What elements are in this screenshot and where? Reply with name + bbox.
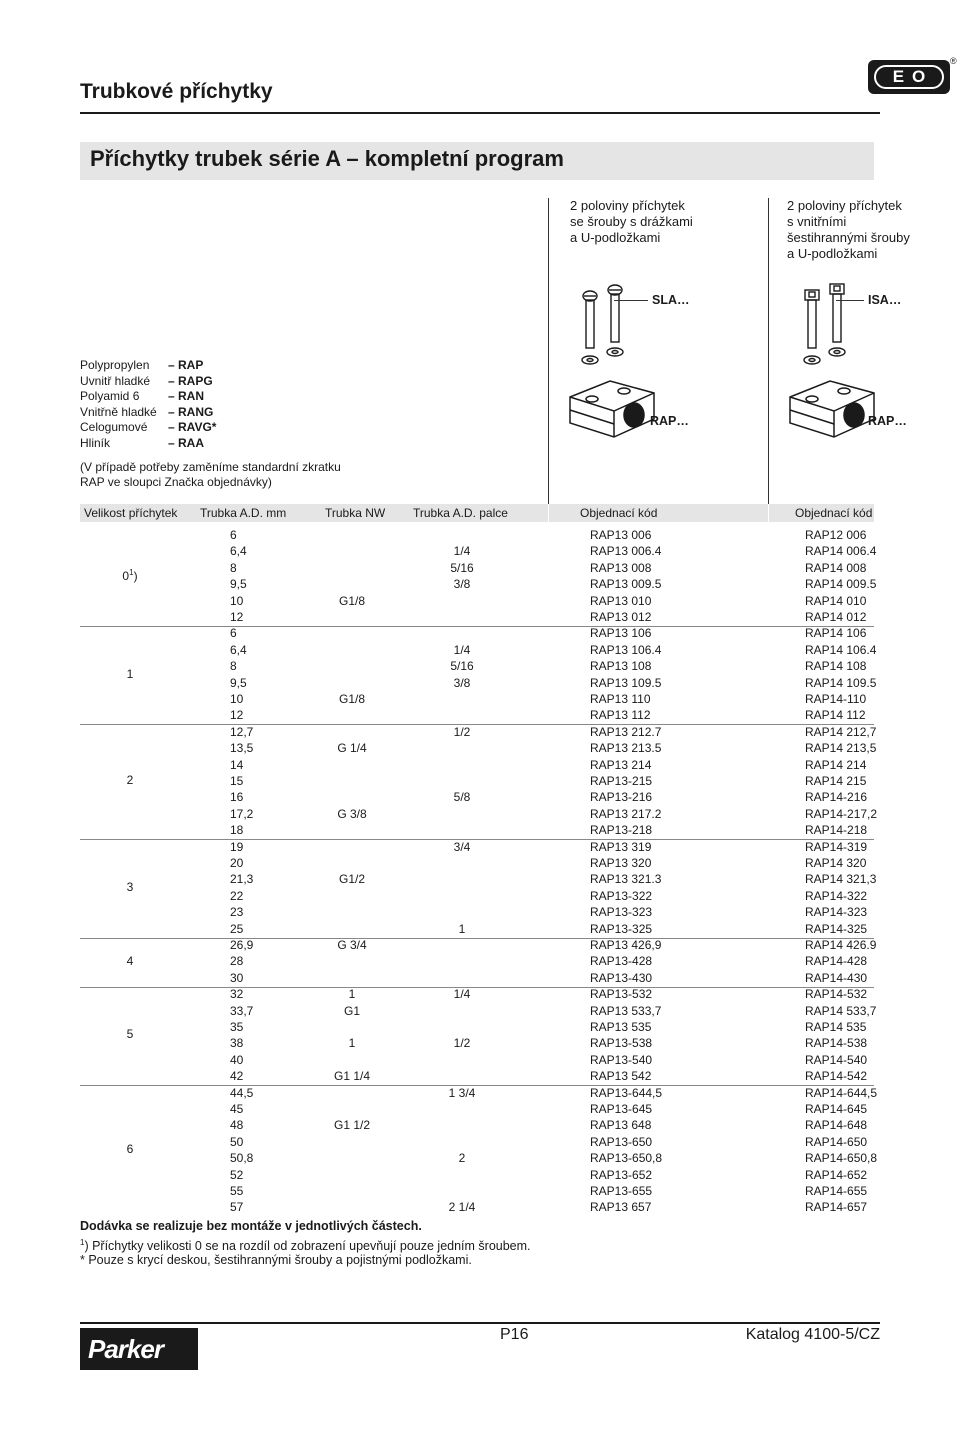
od-in-cell: 1/4	[453, 987, 471, 1002]
table-row	[0, 609, 960, 625]
od-mm-cell: 19	[230, 839, 244, 854]
code1-cell: RAP13-645	[590, 1102, 653, 1116]
od-mm-cell: 6,4	[230, 544, 247, 559]
table-row	[0, 855, 960, 871]
code1-cell: RAP13 006.4	[590, 544, 662, 559]
code1-cell: RAP13 217.2	[590, 806, 662, 821]
column2-description: 2 poloviny příchytek s vnitřními šestihrannými šrouby a U-podložkami	[787, 198, 910, 261]
nw-cell: G1 1/2	[333, 1118, 371, 1133]
table-row	[0, 707, 960, 723]
od-mm-cell: 40	[230, 1052, 244, 1067]
table-row	[0, 740, 960, 756]
table-row	[0, 642, 960, 658]
code1-cell: RAP13-322	[590, 888, 653, 903]
table-row	[0, 576, 960, 592]
code1-cell: RAP13-655	[590, 1184, 653, 1198]
code1-cell: RAP13-216	[590, 790, 653, 805]
header-size: Velikost příchytek	[84, 506, 178, 520]
od-mm-cell: 35	[230, 1020, 244, 1034]
table-row	[0, 871, 960, 887]
table-row	[0, 675, 960, 691]
code1-cell: RAP13-215	[590, 774, 653, 788]
code2-cell: RAP14-217,2	[805, 806, 878, 821]
code2-cell: RAP14-538	[805, 1036, 868, 1051]
od-mm-cell: 38	[230, 1036, 244, 1051]
od-mm-cell: 9,5	[230, 675, 247, 690]
catalog-number: Katalog 4100-5/CZ	[745, 1326, 880, 1343]
od-mm-cell: 6,4	[230, 642, 247, 657]
slotted-screw-illustration	[560, 278, 660, 368]
code2-cell: RAP14-650,8	[805, 1151, 878, 1166]
code1-cell: RAP13 108	[590, 659, 652, 674]
code1-cell: RAP13 542	[590, 1069, 652, 1084]
code2-cell: RAP14-319	[805, 839, 868, 854]
table-row	[0, 937, 960, 953]
code2-cell: RAP14-652	[805, 1167, 868, 1182]
od-mm-cell: 21,3	[230, 872, 254, 887]
page-number: P16	[500, 1326, 529, 1343]
hex-socket-screw-illustration	[782, 278, 882, 368]
od-in-cell: 1/2	[453, 1036, 471, 1051]
table-row	[0, 1183, 960, 1199]
header-divider-1	[548, 504, 549, 522]
table-row	[0, 789, 960, 805]
code1-cell: RAP13-650	[590, 1134, 653, 1149]
od-in-cell: 1 3/4	[448, 1085, 476, 1100]
code2-cell: RAP14-644,5	[805, 1085, 878, 1100]
code2-cell: RAP14-323	[805, 905, 868, 920]
code1-cell: RAP13 006	[590, 528, 652, 542]
eo-logo	[868, 60, 950, 94]
code1-cell: RAP13-428	[590, 954, 653, 969]
code1-cell: RAP13 535	[590, 1020, 652, 1034]
column1-description: 2 poloviny příchytek se šrouby s drážkami a U-podložkami	[570, 198, 693, 245]
table-row	[0, 691, 960, 707]
code2-cell: RAP14 106.4	[805, 642, 877, 657]
code1-cell: RAP13 012	[590, 610, 652, 624]
legend-item: Uvnitř hladké – RAPG	[80, 373, 213, 388]
code2-cell: RAP14-657	[805, 1200, 868, 1215]
code2-cell: RAP12 006	[805, 528, 867, 542]
table-row	[0, 822, 960, 838]
footnote-2: * Pouze s krycí deskou, šestihrannými šrouby a pojistnými podložkami.	[80, 1253, 472, 1267]
legend-item: Hliník – RAA	[80, 435, 205, 450]
table-row	[0, 839, 960, 855]
od-mm-cell: 28	[230, 954, 244, 969]
code1-cell: RAP13-218	[590, 823, 653, 838]
code1-cell: RAP13 657	[590, 1200, 652, 1215]
od-mm-cell: 12	[230, 708, 244, 723]
nw-cell: G1/2	[338, 872, 365, 887]
code1-cell: RAP13 533,7	[590, 1003, 662, 1018]
code1-cell: RAP13 320	[590, 856, 652, 870]
code2-cell: RAP14-542	[805, 1069, 868, 1084]
code1-cell: RAP13-540	[590, 1052, 653, 1067]
od-in-cell: 3/8	[453, 577, 471, 592]
clamp-body-illustration-2	[782, 375, 882, 455]
table-row	[0, 1052, 960, 1068]
od-mm-cell: 42	[230, 1069, 244, 1084]
isa-label: ISA…	[868, 293, 902, 307]
table-row	[0, 543, 960, 559]
table-row	[0, 1117, 960, 1133]
code2-cell: RAP14-648	[805, 1118, 868, 1133]
clamp-size-label: 6	[126, 1142, 134, 1157]
table-row	[0, 724, 960, 740]
table-row	[0, 757, 960, 773]
code2-cell: RAP14-110	[805, 692, 867, 706]
od-mm-cell: 52	[230, 1167, 244, 1182]
od-mm-cell: 25	[230, 921, 244, 936]
code2-cell: RAP14 213,5	[805, 741, 877, 756]
nw-cell: 1	[348, 987, 356, 1002]
od-mm-cell: 44,5	[230, 1085, 254, 1100]
od-in-cell: 5/16	[450, 659, 474, 674]
code1-cell: RAP13-532	[590, 987, 653, 1002]
table-row	[0, 1003, 960, 1019]
code2-cell: RAP14-428	[805, 954, 868, 969]
code2-cell: RAP14-218	[805, 823, 868, 838]
od-mm-cell: 16	[230, 790, 244, 805]
od-in-cell: 2	[458, 1151, 466, 1166]
nw-cell: 1	[348, 1036, 356, 1051]
header-nw: Trubka NW	[325, 506, 386, 520]
legend-item: Polyamid 6 – RAN	[80, 389, 205, 403]
table-row	[0, 986, 960, 1002]
code2-cell: RAP14-325	[805, 921, 868, 936]
code1-cell: RAP13 213.5	[590, 741, 662, 756]
legend-note-2: RAP ve sloupci Značka objednávky)	[80, 475, 272, 489]
code2-cell: RAP14-532	[805, 987, 868, 1002]
od-mm-cell: 50,8	[230, 1151, 254, 1166]
registered-mark: ®	[950, 56, 957, 66]
table-row	[0, 1019, 960, 1035]
table-row	[0, 593, 960, 609]
legend-note-1: (V případě potřeby zaměníme standardní zkratku	[80, 460, 341, 474]
od-in-cell: 3/8	[453, 675, 471, 690]
page-header-title: Trubkové příchytky	[80, 80, 273, 103]
code1-cell: RAP13 106	[590, 626, 652, 641]
footer-rule	[80, 1322, 880, 1324]
header-rule	[80, 112, 880, 114]
code2-cell: RAP14 533,7	[805, 1003, 877, 1018]
code2-cell: RAP14 009.5	[805, 577, 877, 592]
od-mm-cell: 12,7	[230, 724, 254, 739]
code2-cell: RAP14 112	[805, 708, 866, 723]
nw-cell: G1/8	[338, 692, 365, 706]
od-in-cell: 3/4	[453, 839, 471, 854]
header-od-mm: Trubka A.D. mm	[200, 506, 287, 520]
nw-cell: G 1/4	[337, 741, 367, 756]
code1-cell: RAP13 010	[590, 593, 652, 608]
code1-cell: RAP13 321.3	[590, 872, 662, 887]
od-mm-cell: 10	[230, 692, 244, 706]
header-code-1: Objednací kód	[580, 506, 658, 520]
clamp-size-label: 5	[126, 1027, 134, 1042]
legend-item: Celogumové – RAVG*	[80, 420, 217, 434]
od-in-cell: 2 1/4	[448, 1200, 476, 1215]
code2-cell: RAP14-322	[805, 888, 868, 903]
sla-leader-line	[614, 300, 648, 301]
sla-label: SLA…	[652, 293, 690, 307]
table-row	[0, 1035, 960, 1051]
od-in-cell: 1/4	[453, 544, 471, 559]
code2-cell: RAP14 010	[805, 593, 867, 608]
code2-cell: RAP14-655	[805, 1184, 868, 1198]
material-legend	[0, 358, 548, 451]
code1-cell: RAP13 109.5	[590, 675, 662, 690]
od-mm-cell: 48	[230, 1118, 244, 1133]
code2-cell: RAP14-540	[805, 1052, 868, 1067]
od-mm-cell: 26,9	[230, 938, 254, 952]
od-mm-cell: 17,2	[230, 806, 254, 821]
clamp-size-label: $0^1$)	[122, 568, 138, 584]
od-mm-cell: 30	[230, 970, 244, 985]
clamp-size-label: 1	[126, 666, 134, 681]
code1-cell: RAP13 426,9	[590, 938, 662, 952]
code2-cell: RAP14 108	[805, 659, 867, 674]
table-row	[0, 953, 960, 969]
code2-cell: RAP14 215	[805, 774, 867, 788]
code2-cell: RAP14-216	[805, 790, 868, 805]
od-in-cell: 5/16	[450, 560, 474, 575]
od-mm-cell: 57	[230, 1200, 244, 1215]
code1-cell: RAP13 112	[590, 708, 651, 723]
nw-cell: G1/8	[338, 593, 365, 608]
od-mm-cell: 45	[230, 1102, 244, 1116]
rap-label-2: RAP…	[868, 414, 907, 428]
code2-cell: RAP14 106	[805, 626, 867, 641]
od-in-cell: 1/2	[453, 724, 471, 739]
clamp-size-table	[0, 527, 960, 1217]
nw-cell: G1 1/4	[333, 1069, 371, 1084]
code2-cell: RAP14 212,7	[805, 724, 877, 739]
table-row	[0, 1101, 960, 1117]
table-row	[0, 658, 960, 674]
code1-cell: RAP13-430	[590, 970, 653, 985]
od-mm-cell: 6	[230, 626, 237, 641]
od-in-cell: 1	[458, 921, 466, 936]
table-row	[0, 773, 960, 789]
code1-cell: RAP13 319	[590, 839, 652, 854]
table-row	[0, 921, 960, 937]
legend-item: Vnitřně hladké – RANG	[80, 404, 214, 419]
od-mm-cell: 15	[230, 774, 244, 788]
code2-cell: RAP14-650	[805, 1134, 868, 1149]
section-title: Příchytky trubek série A – kompletní program	[90, 146, 564, 171]
od-mm-cell: 9,5	[230, 577, 247, 592]
table-row	[0, 1199, 960, 1215]
rap-label-1: RAP…	[650, 414, 689, 428]
od-mm-cell: 14	[230, 757, 244, 772]
code2-cell: RAP14 426.9	[805, 938, 877, 952]
od-mm-cell: 20	[230, 856, 244, 870]
code1-cell: RAP13-325	[590, 921, 653, 936]
od-in-cell: 5/8	[453, 790, 471, 805]
code1-cell: RAP13 648	[590, 1118, 652, 1133]
clamp-size-label: 2	[126, 773, 134, 788]
table-row	[0, 527, 960, 543]
nw-cell: G 3/4	[337, 938, 367, 952]
od-in-cell: 1/4	[453, 642, 471, 657]
table-row	[0, 560, 960, 576]
code2-cell: RAP14 012	[805, 610, 867, 624]
code1-cell: RAP13 214	[590, 757, 652, 772]
table-row	[0, 625, 960, 641]
code2-cell: RAP14 109.5	[805, 675, 877, 690]
od-mm-cell: 50	[230, 1134, 244, 1149]
delivery-note: Dodávka se realizuje bez montáže v jednotlivých částech.	[80, 1219, 422, 1233]
table-row	[0, 1068, 960, 1084]
od-mm-cell: 32	[230, 987, 244, 1002]
header-code-2: Objednací kód	[795, 506, 873, 520]
footnote-1: $^1$) Příchytky velikosti 0 se na rozdíl od zobrazení upevňují pouze jedním šroubem.	[80, 1238, 531, 1254]
legend-item: Polypropylen – RAP	[80, 358, 204, 372]
table-row	[0, 1167, 960, 1183]
code1-cell: RAP13-652	[590, 1167, 653, 1182]
column-divider-1	[548, 198, 549, 504]
code1-cell: RAP13-650,8	[590, 1151, 663, 1166]
od-mm-cell: 18	[230, 823, 244, 838]
header-od-in: Trubka A.D. palce	[413, 506, 508, 520]
column-divider-2	[768, 198, 769, 504]
clamp-size-label: 3	[126, 879, 134, 894]
code1-cell: RAP13 212.7	[590, 724, 662, 739]
code2-cell: RAP14 006.4	[805, 544, 877, 559]
nw-cell: G1	[343, 1003, 360, 1018]
od-mm-cell: 10	[230, 593, 244, 608]
code2-cell: RAP14-645	[805, 1102, 868, 1116]
code1-cell: RAP13-323	[590, 905, 653, 920]
code1-cell: RAP13 008	[590, 560, 652, 575]
table-row	[0, 970, 960, 986]
code2-cell: RAP14-430	[805, 970, 868, 985]
od-mm-cell: 13,5	[230, 741, 254, 756]
od-mm-cell: 8	[230, 659, 237, 674]
clamp-body-illustration	[562, 375, 662, 455]
nw-cell: G 3/8	[337, 806, 367, 821]
od-mm-cell: 6	[230, 528, 237, 542]
od-mm-cell: 23	[230, 905, 244, 920]
header-divider-2	[768, 504, 769, 522]
table-row	[0, 904, 960, 920]
eo-logo-text: EO	[874, 65, 944, 89]
code2-cell: RAP14 214	[805, 757, 867, 772]
table-row	[0, 806, 960, 822]
table-row	[0, 1085, 960, 1101]
table-row	[0, 888, 960, 904]
od-mm-cell: 55	[230, 1184, 244, 1198]
table-row	[0, 1134, 960, 1150]
od-mm-cell: 8	[230, 560, 237, 575]
od-mm-cell: 12	[230, 610, 244, 624]
code1-cell: RAP13 106.4	[590, 642, 662, 657]
table-row	[0, 1150, 960, 1166]
parker-logo: Parker	[80, 1328, 198, 1370]
code2-cell: RAP14 008	[805, 560, 867, 575]
od-mm-cell: 33,7	[230, 1003, 254, 1018]
code1-cell: RAP13 110	[590, 692, 651, 706]
code2-cell: RAP14 535	[805, 1020, 867, 1034]
table-header	[80, 504, 874, 522]
code1-cell: RAP13 009.5	[590, 577, 662, 592]
od-mm-cell: 22	[230, 888, 244, 903]
clamp-size-label: 4	[126, 953, 134, 968]
code2-cell: RAP14 320	[805, 856, 867, 870]
isa-leader-line	[836, 300, 864, 301]
code1-cell: RAP13-644,5	[590, 1085, 663, 1100]
code1-cell: RAP13-538	[590, 1036, 653, 1051]
code2-cell: RAP14 321,3	[805, 872, 877, 887]
